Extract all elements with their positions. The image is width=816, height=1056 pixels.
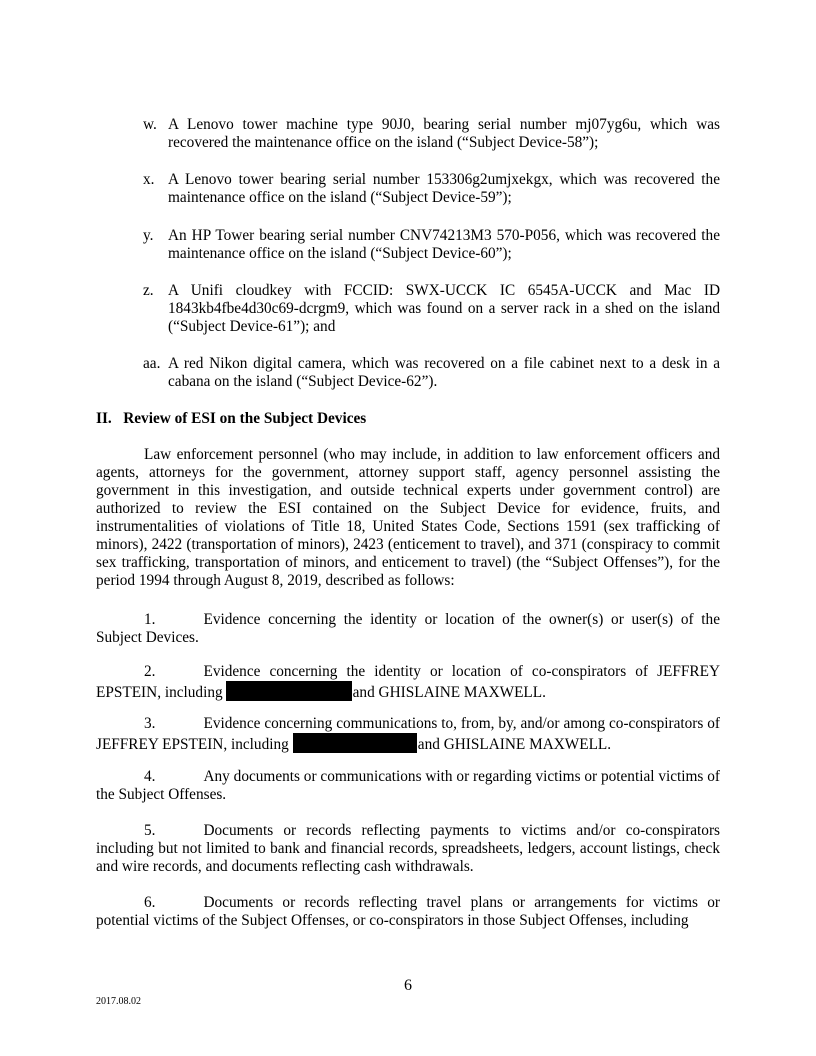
footer-date: 2017.08.02	[96, 996, 141, 1007]
list-item-text: A Lenovo tower bearing serial number 153306g2umjxekgx, which was recovered the maintenance office on the island (“Subject Device-59”);	[168, 171, 720, 206]
list-item-text: A Lenovo tower machine type 90J0, bearing serial number mj07yg6u, which was recovered the maintenance office on the island (“Subject Device-58”);	[168, 116, 720, 151]
list-item-text: An HP Tower bearing serial number CNV74213M3 570-P056, which was recovered the maintenance office on the island (“Subject Device-60”);	[168, 227, 720, 262]
item-text: Any documents or communications with or regarding victims or potential victims of the Subject Offenses.	[96, 768, 720, 803]
list-marker: x.	[143, 171, 155, 188]
item-text: Documents or records reflecting payments to victims and/or co-conspirators including but not limited to bank and financial records, spreadsheets, ledgers, account listings, check and wire records, and documents reflecting cash withdrawals.	[96, 822, 720, 875]
list-marker: z.	[143, 282, 154, 299]
list-item-z	[143, 282, 720, 336]
item-text-after: and GHISLAINE MAXWELL.	[352, 684, 546, 701]
list-marker: w.	[143, 116, 157, 133]
intro-paragraph-text: Law enforcement personnel (who may include, in addition to law enforcement officers and agents, attorneys for the government, attorney support staff, agency personnel assisting the government in this investigation, and outside technical experts under government control) are authorized to review the ESI contained on the Subject Device for evidence, fruits, and instrumentalities of violations of Title 18, United States Code, Sections 1591 (sex trafficking of minors), 2422 (transportation of minors), 2423 (enticement to travel), and 371 (conspiracy to commit sex trafficking, transportation of minors, and enticement to travel) (the “Subject Offenses”), for the period 1994 through August 8, 2019, described as follows:	[96, 446, 720, 589]
redaction-box	[293, 733, 417, 753]
list-item-text: A red Nikon digital camera, which was recovered on a file cabinet next to a desk in a cabana on the island (“Subject Device-62”).	[168, 355, 720, 390]
item-number: 5.	[144, 822, 156, 839]
redaction-box	[226, 681, 352, 701]
section-heading: II. Review of ESI on the Subject Devices	[96, 410, 367, 427]
list-marker: y.	[143, 227, 154, 244]
list-item-w	[143, 116, 720, 152]
list-item-x	[143, 171, 720, 207]
numbered-item-4	[96, 768, 720, 804]
item-text: Documents or records reflecting travel plans or arrangements for victims or potential victims of the Subject Offenses, or co-conspirators in those Subject Offenses, including	[96, 894, 720, 929]
item-number: 3.	[144, 715, 156, 732]
page-number: 6	[404, 977, 412, 994]
list-item-text: A Unifi cloudkey with FCCID: SWX-UCCK IC 6545A-UCCK and Mac ID 1843kb4fbe4d30c69-dcrgm9, which was found on a server rack in a shed on the island (“Subject Device-61”); and	[168, 282, 720, 335]
item-text-before: Evidence concerning communications to, from, by, and/or among co-conspirators of JEFFREY EPSTEIN, including	[96, 715, 720, 753]
item-text-before: Evidence concerning the identity or location of co-conspirators of JEFFREY EPSTEIN, including	[96, 663, 720, 701]
item-number: 2.	[144, 663, 156, 680]
item-number: 6.	[144, 894, 156, 911]
numbered-item-1	[96, 611, 720, 647]
numbered-item-3	[96, 715, 720, 754]
item-text-after: and GHISLAINE MAXWELL.	[417, 736, 612, 753]
item-number: 1.	[144, 611, 156, 628]
numbered-item-5	[96, 822, 720, 876]
item-number: 4.	[144, 768, 156, 785]
numbered-item-2	[96, 663, 720, 702]
item-text: Evidence concerning the identity or location of the owner(s) or user(s) of the Subject Devices.	[96, 611, 720, 646]
list-marker: aa.	[143, 355, 161, 372]
numbered-item-6	[96, 894, 720, 930]
intro-paragraph	[96, 446, 720, 590]
list-item-y	[143, 227, 720, 263]
list-item-aa	[143, 355, 720, 391]
